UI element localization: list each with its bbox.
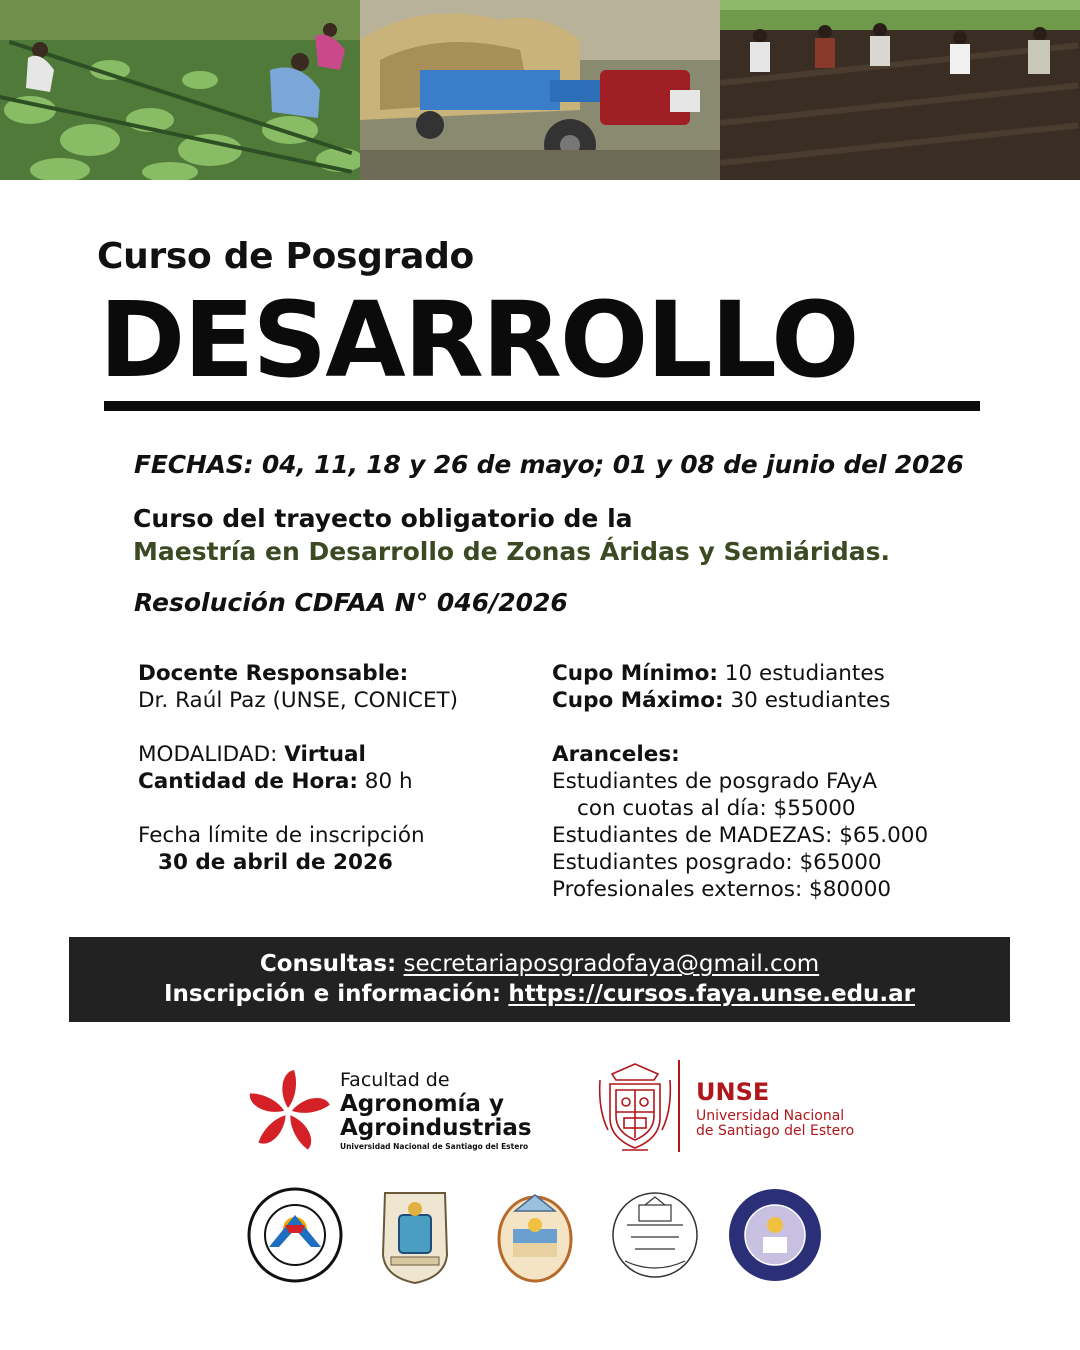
university-seal-4	[605, 1185, 705, 1285]
university-seal-2	[365, 1185, 465, 1285]
course-details-right	[552, 660, 992, 903]
horas-row	[138, 768, 538, 795]
catamarca-university-seal	[245, 1185, 345, 1285]
arancel-item: Estudiantes posgrado: $65000	[552, 850, 882, 875]
consultas-row	[69, 949, 1010, 979]
cupo-max-label: Cupo Máximo:	[552, 688, 724, 713]
university-seal-3	[485, 1185, 585, 1285]
course-dates: FECHAS: 04, 11, 18 y 26 de mayo; 01 y 08 de junio del 2026	[134, 450, 964, 479]
header-photo-strip	[0, 0, 1080, 180]
mandatory-course-text: Curso del trayecto obligatorio de la	[133, 504, 633, 533]
course-details-left	[138, 660, 538, 876]
contact-email-link[interactable]: secretariaposgradofaya@gmail.com	[403, 951, 820, 977]
modalidad-value: Virtual	[284, 742, 366, 767]
unse-line1: Universidad Nacional	[696, 1108, 845, 1125]
course-title: DESARROLLO	[99, 279, 858, 401]
faya-line4: Universidad Nacional de Santiago del Estero	[340, 1142, 529, 1151]
tucuman-university-seal	[725, 1185, 825, 1285]
field-workers-lettuce-photo	[0, 0, 360, 180]
faya-logo	[245, 1065, 545, 1155]
masters-program-name: Maestría en Desarrollo de Zonas Áridas y Semiáridas.	[133, 537, 890, 566]
arancel-item: Estudiantes de MADEZAS: $65.000	[552, 823, 929, 848]
fecha-limite-value: 30 de abril de 2026	[158, 850, 393, 875]
cupo-min-label: Cupo Mínimo:	[552, 661, 718, 686]
arancel-item: Estudiantes de posgrado FAyA	[552, 769, 878, 794]
title-underline	[104, 401, 980, 411]
arancel-item: Profesionales externos: $80000	[552, 877, 892, 902]
faya-line3: Agroindustrias	[340, 1115, 532, 1141]
modalidad-label: MODALIDAD:	[138, 742, 278, 767]
farmers-hoeing-field-photo	[720, 0, 1080, 180]
unse-logo	[596, 1060, 856, 1156]
faya-line1: Facultad de	[340, 1069, 450, 1091]
unse-line2: de Santiago del Estero	[696, 1122, 855, 1139]
cupo-max-value: 30 estudiantes	[730, 688, 891, 713]
docente-value: Dr. Raúl Paz (UNSE, CONICET)	[138, 688, 459, 713]
walking-tractor-hay-photo	[360, 0, 720, 180]
horas-label: Cantidad de Hora:	[138, 769, 358, 794]
docente-label: Docente Responsable:	[138, 661, 409, 686]
partner-seals	[240, 1185, 820, 1285]
cupo-max-row	[552, 687, 992, 714]
unse-divider	[678, 1060, 680, 1152]
inscripcion-label: Inscripción e información:	[163, 981, 502, 1007]
cupo-min-row	[552, 660, 992, 687]
aranceles-label: Aranceles:	[552, 742, 680, 767]
unse-acronym: UNSE	[696, 1078, 770, 1106]
contact-bar	[69, 937, 1010, 1022]
modalidad-row	[138, 741, 538, 768]
resolution-number: Resolución CDFAA N° 046/2026	[134, 588, 568, 617]
arancel-item: con cuotas al día: $55000	[577, 796, 856, 821]
horas-value: 80 h	[364, 769, 413, 794]
consultas-label: Consultas:	[259, 951, 397, 977]
faya-line2: Agronomía y	[340, 1091, 504, 1117]
cupo-min-value: 10 estudiantes	[724, 661, 885, 686]
unse-crest-icon	[596, 1060, 674, 1156]
faya-flower-icon	[245, 1067, 331, 1153]
registration-url-link[interactable]: https://cursos.faya.unse.edu.ar	[508, 981, 916, 1007]
inscripcion-row	[69, 979, 1010, 1009]
course-type-heading: Curso de Posgrado	[97, 236, 474, 277]
fecha-limite-label: Fecha límite de inscripción	[138, 823, 425, 848]
